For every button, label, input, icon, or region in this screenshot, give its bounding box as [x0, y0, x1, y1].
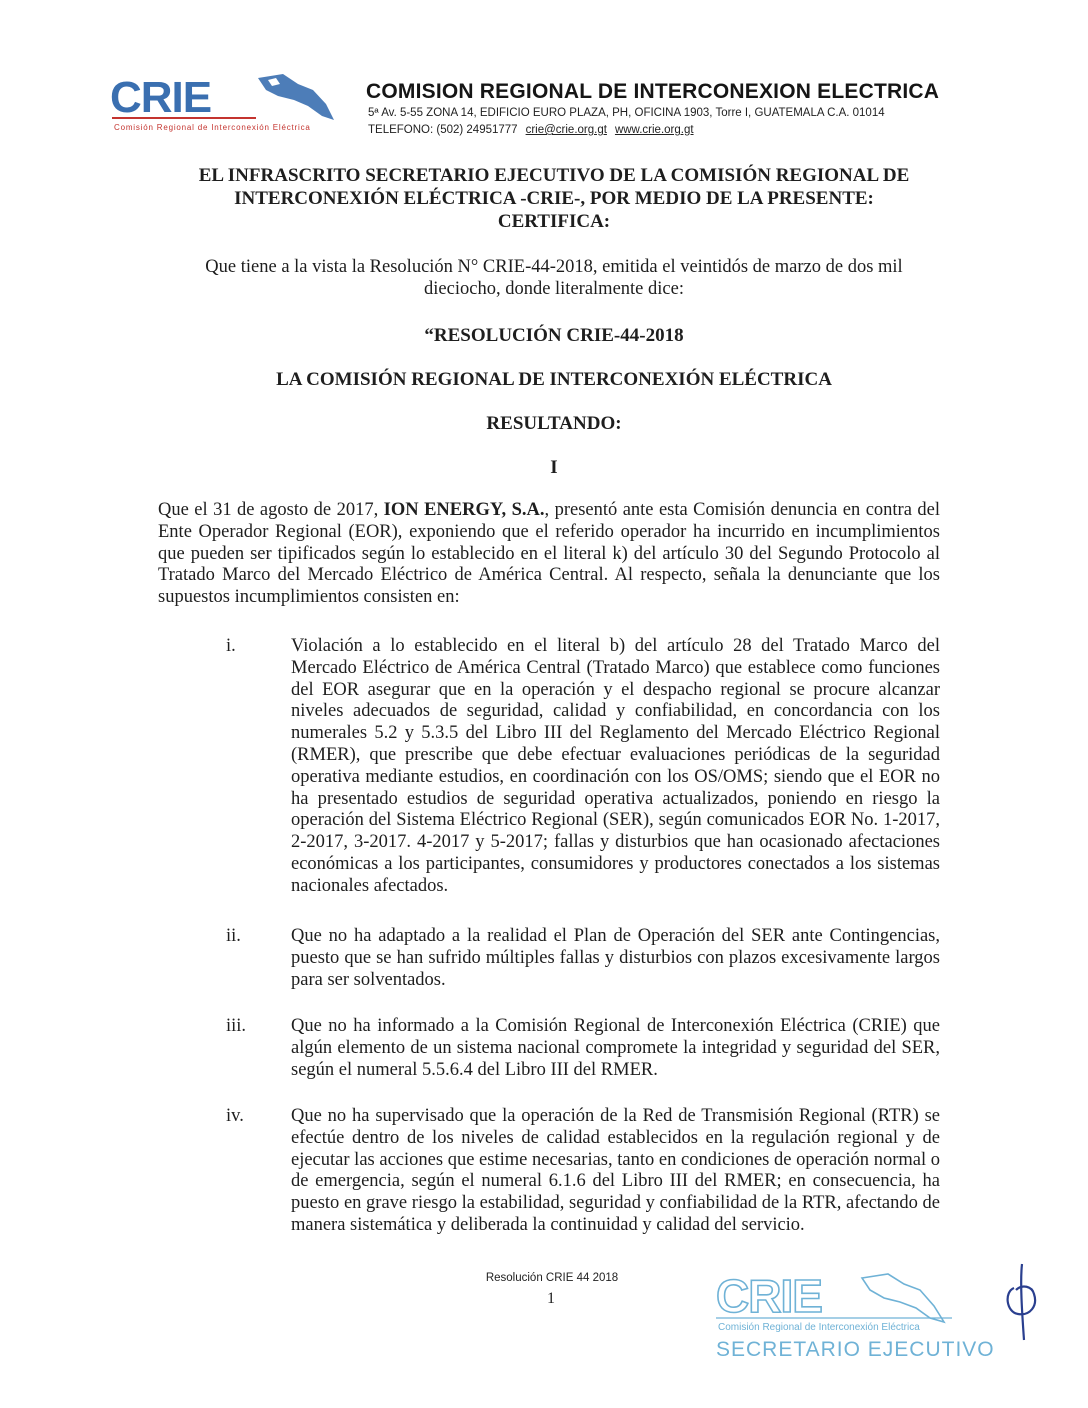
logo-subtitle: Comisión Regional de Interconexión Eléctrica: [114, 123, 311, 132]
secretary-stamp: [712, 1268, 995, 1364]
certification-line-3: CERTIFICA:: [497, 211, 611, 232]
stamp-title: SECRETARIO EJECUTIVO: [716, 1338, 995, 1361]
paragraph-lead: Que el 31 de agosto de 2017,: [158, 500, 384, 520]
resolution-title: “RESOLUCIÓN CRIE-44-2018: [424, 325, 684, 346]
organization-email[interactable]: crie@crie.org.gt: [525, 124, 607, 136]
resultando-paragraph: [158, 500, 940, 609]
list-item-text: Violación a lo establecido en el literal b) del artículo 28 del Tratado Marco del Mercado Eléctrico de América Central (Tratado Marco) que establece como funciones del EOR asegurar que en la operación y el despacho regional se procure alcanzar niveles adecuados de seguridad, calidad y confiabilidad, en concordancia con los numerales 5.2 y 5.3.5 del Libro III del Reglamento del Mercado Eléctrico Regional (RMER), que prescribe que debe efectuar evaluaciones periódicas de la seguridad operativa mediante estudios, en coordinación con los OS/OMS; siendo que el EOR no ha presentado estudios de seguridad operativa actualizados, poniendo en riesgo la operación del Sistema Eléctrico Regional (SER), según comunicados EOR No. 1-2017, 2-2017, 3-2017. 4-2017 y 5-2017; fallas y disturbios que han ocasionado afectaciones económicas a los participantes, consumidores y productores conectados a los sistemas nacionales afectados.: [291, 636, 940, 896]
footer-reference: Resolución CRIE 44 2018: [485, 1272, 619, 1284]
list-item-number: iii.: [226, 1016, 247, 1036]
intro-line-2: dieciocho, donde literalmente dice:: [424, 279, 684, 299]
list-item-number: iv.: [226, 1106, 244, 1126]
intro-line-1: Que tiene a la vista la Resolución N° CRIE-44-2018, emitida el veintidós de marzo de dos mil: [205, 257, 903, 277]
organization-website[interactable]: www.crie.org.gt: [614, 124, 694, 136]
organization-address: 5ª Av. 5-55 ZONA 14, EDIFICIO EURO PLAZA, PH, OFICINA 1903, Torre I, GUATEMALA C.A. 01014: [368, 107, 885, 119]
stamp-logo-text: CRIE: [716, 1270, 822, 1322]
stamp-subtitle: Comisión Regional de Interconexión Eléctrica: [718, 1322, 920, 1333]
stamp-map-icon: [862, 1274, 944, 1322]
organization-name: COMISION REGIONAL DE INTERCONEXION ELECTRICA: [366, 80, 940, 103]
paragraph-rest: , presentó ante esta Comisión denuncia en contra del Ente Operador Regional (EOR), exponiendo que el referido operador ha incurrido en incumplimientos que pueden ser tipificados según lo establecido en el literal k) del artículo 30 del Segundo Protocolo al Tratado Marco del Mercado Eléctrico de América Central. Al respecto, señala la denunciante que los supuestos incumplimientos consisten en:: [158, 500, 940, 608]
organization-phone: TELEFONO: (502) 24951777: [368, 124, 518, 136]
certification-line-2: INTERCONEXIÓN ELÉCTRICA -CRIE-, POR MEDIO DE LA PRESENTE:: [234, 188, 874, 209]
list-item-number: ii.: [226, 926, 241, 946]
organization-contact: [368, 124, 694, 136]
list-item-text: Que no ha supervisado que la operación de la Red de Transmisión Regional (RTR) se efectúe dentro de los niveles de calidad establecidos en la regulación regional y de ejecutar las acciones que estime necesarias, tanto en condiciones de operación normal o de emergencia, según el numeral 6.1.6 del Libro III del RMER; en consecuencia, ha puesto en grave riesgo la estabilidad, seguridad y confiabilidad de la RTR, afectando de manera sistemática y deliberada la continuidad y calidad del servicio.: [291, 1106, 940, 1235]
certification-line-1: EL INFRASCRITO SECRETARIO EJECUTIVO DE LA COMISIÓN REGIONAL DE: [198, 165, 910, 186]
logo-text: CRIE: [110, 73, 212, 122]
company-name: ION ENERGY, S.A.: [383, 500, 545, 520]
list-item-number: i.: [226, 636, 236, 656]
list-item-text: Que no ha informado a la Comisión Regional de Interconexión Eléctrica (CRIE) que algún elemento de un sistema nacional compromete la integridad y seguridad del SER, según el numeral 5.5.6.4 del Libro III del RMER.: [291, 1016, 940, 1080]
list-item-text: Que no ha adaptado a la realidad el Plan de Operación del SER ante Contingencias, puesto que se han sufrido múltiples fallas y disturbios con plazos excesivamente largos para ser solventados.: [291, 926, 940, 990]
section-numeral: I: [550, 457, 558, 478]
page-number: 1: [547, 1290, 555, 1307]
resolution-issuer: LA COMISIÓN REGIONAL DE INTERCONEXIÓN ELÉCTRICA: [276, 369, 832, 390]
section-heading: RESULTANDO:: [486, 413, 622, 434]
signature: [1002, 1262, 1044, 1342]
crie-logo: [108, 70, 340, 134]
